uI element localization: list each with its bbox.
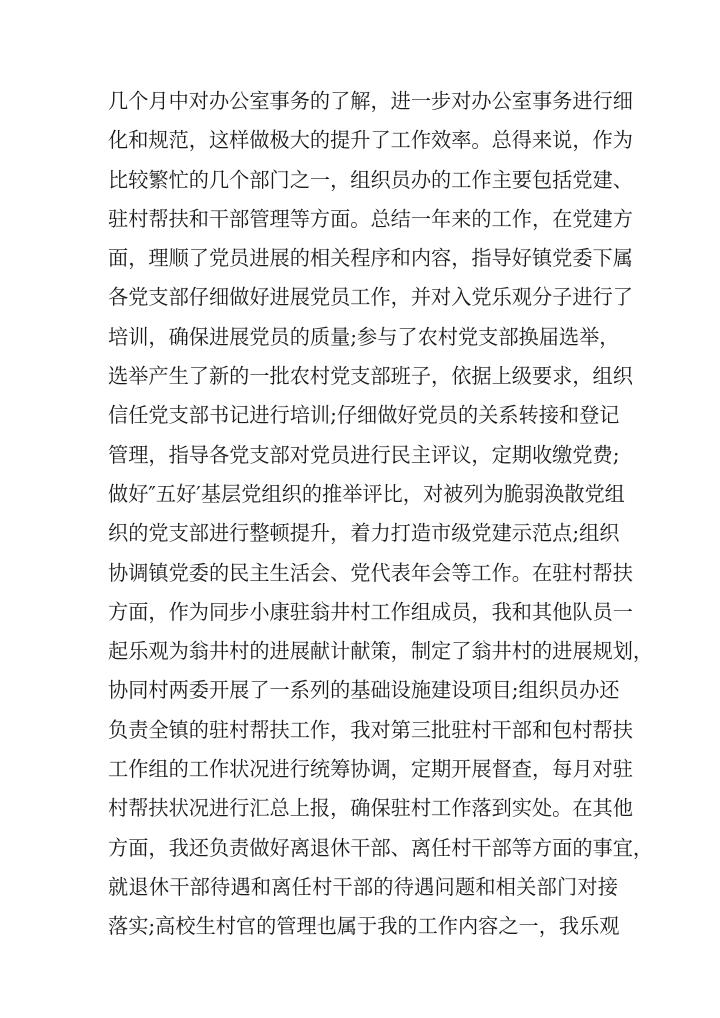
- text-line: 做好″五好′基层党组织的推举评比，对被列为脆弱涣散党组: [108, 481, 625, 506]
- text-line: 培训，确保进展党员的质量;参与了农村党支部换届选举，: [108, 324, 620, 349]
- text-line: 织的党支部进行整顿提升，着力打造市级党建示范点;组织: [108, 521, 620, 546]
- text-line: 各党支部仔细做好进展党员工作，并对入党乐观分子进行了: [108, 285, 633, 310]
- text-line: 面，理顺了党员进展的相关程序和内容，指导好镇党委下属: [108, 246, 633, 271]
- text-line: 驻村帮扶和干部管理等方面。总结一年来的工作，在党建方: [108, 206, 633, 231]
- text-line: 比较繁忙的几个部门之一，组织员办的工作主要包括党建、: [108, 167, 633, 192]
- text-line: 起乐观为翁井村的进展献计献策，制定了翁井村的进展规划，: [108, 639, 654, 664]
- text-line: 方面，作为同步小康驻翁井村工作组成员，我和其他队员一: [108, 599, 633, 624]
- text-line: 方面，我还负责做好离退休干部、离任村干部等方面的事宜，: [108, 835, 654, 860]
- text-line: 选举产生了新的一批农村党支部班子，依据上级要求，组织: [108, 364, 633, 389]
- text-line: 信任党支部书记进行培训;仔细做好党员的关系转接和登记: [108, 403, 620, 428]
- text-line: 管理，指导各党支部对党员进行民主评议，定期收缴党费;: [108, 442, 620, 467]
- text-line: 化和规范，这样做极大的提升了工作效率。总得来说，作为: [108, 128, 633, 153]
- body-text: [108, 82, 654, 947]
- text-line: 落实;高校生村官的管理也属于我的工作内容之一，我乐观: [108, 914, 620, 939]
- text-line: 几个月中对办公室事务的了解，进一步对办公室事务进行细: [108, 89, 633, 113]
- text-line: 村帮扶状况进行汇总上报，确保驻村工作落到实处。在其他: [108, 796, 633, 821]
- text-line: 协同村两委开展了一系列的基础设施建设项目;组织员办还: [108, 678, 620, 703]
- text-line: 协调镇党委的民主生活会、党代表年会等工作。在驻村帮扶: [108, 560, 633, 585]
- text-line: 就退休干部待遇和离任村干部的待遇问题和相关部门对接: [108, 874, 618, 899]
- text-line: 工作组的工作状况进行统筹协调，定期开展督查，每月对驻: [108, 757, 633, 782]
- text-line: 负责全镇的驻村帮扶工作，我对第三批驻村干部和包村帮扶: [108, 717, 633, 742]
